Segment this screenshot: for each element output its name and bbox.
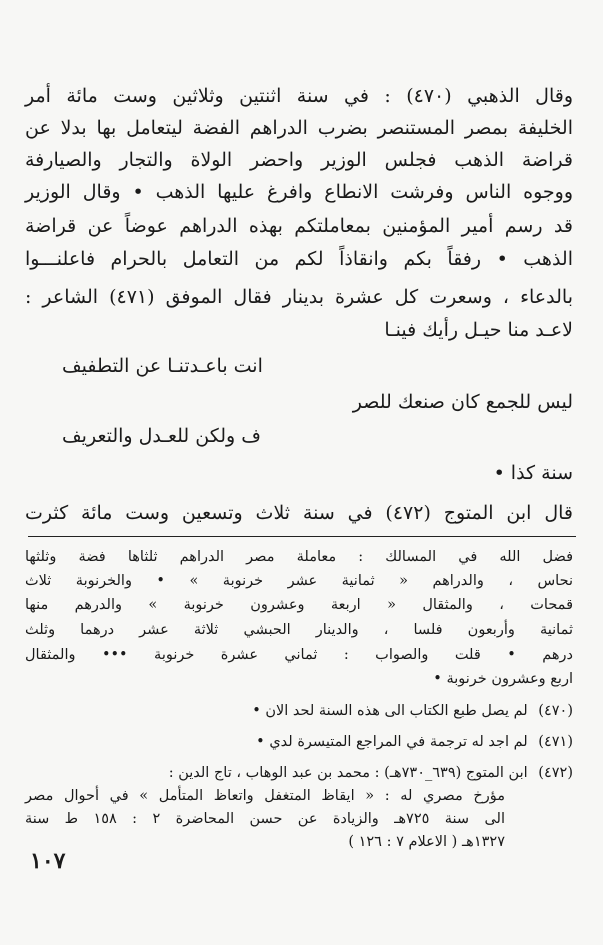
footnote-text-line-5: درهم • قلت والصواب : ثماني عشرة خرنوبة ••• والمثقال bbox=[25, 647, 573, 663]
footnote-text: لم يصل طبع الكتاب الى هذه السنة لحد الان • bbox=[252, 703, 528, 719]
footnote-text: لم اجد له ترجمة في المراجع المتيسرة لدي • bbox=[256, 734, 528, 750]
footnote-472-line-4: ١٣٢٧هـ ( الاعلام ٧ : ١٢٦ ) bbox=[348, 834, 505, 850]
footnote-text-line-6: اربع وعشرون خرنوبة • bbox=[433, 671, 573, 687]
main-text-after-verse: سنة كذا • bbox=[493, 462, 573, 484]
footnote-470 bbox=[252, 700, 573, 722]
footnote-text: ابن المتوج (٦٣٩_٧٣٠هـ) : محمد بن عبد الوهاب ، تاج الدين : bbox=[168, 765, 528, 781]
footnote-separator bbox=[28, 536, 576, 537]
footnote-472 bbox=[169, 762, 573, 784]
footnote-text-line-4: ثمانية وأربعون فلسا ، والدينار الحبشي ثلاثة عشر درهما وثلث bbox=[25, 622, 573, 638]
footnote-number: (٤٧١) bbox=[538, 734, 573, 750]
main-text-line-7: بالدعاء ، وسعرت كل عشرة بدينار فقال الموفق (٤٧١) الشاعر : bbox=[25, 286, 573, 308]
footnote-text-line-1: فضل الله في المسالك : معاملة مصر الدراهم ثلثاها فضة وثلثها bbox=[25, 549, 573, 565]
verse-line-4: ف ولكن للعـدل والتعريف bbox=[62, 425, 261, 447]
footnote-number: (٤٧٢) bbox=[538, 765, 573, 781]
verse-line-1: لاعـد منا حيـل رأيك فينـا bbox=[384, 319, 573, 341]
footnote-number: (٤٧٠) bbox=[538, 703, 573, 719]
footnote-472-line-3: الى سنة ٧٢٥هـ والزيادة عن حسن المحاضرة ٢ : ١٥٨ ط سنة bbox=[25, 811, 505, 827]
main-text-line-1: وقال الذهبي (٤٧٠) : في سنة اثنتين وثلاثين وست مائة أمر bbox=[25, 85, 573, 107]
main-text-line-2: الخليفة بمصر المستنصر بضرب الدراهم الفضة ليتعامل بها بدلا عن bbox=[25, 117, 573, 139]
verse-line-2: انت باعـدتنـا عن التطفيف bbox=[62, 355, 263, 377]
footnote-text-line-2: نحاس ، والدراهم « ثمانية عشر خرنوبة » • والخرنوبة ثلاث bbox=[25, 573, 573, 589]
footnote-text-line-3: قمحات ، والمثقال « اربعة وعشرون خرنوبة » والدرهم منها bbox=[25, 597, 573, 613]
main-text-line-6: الذهب • رفقاً بكم وانقاذاً لكم من التعامل بالحرام فاعلنـــوا bbox=[25, 248, 573, 270]
footnote-471 bbox=[256, 731, 573, 753]
main-text-line-3: قراضة الذهب فجلس الوزير واحضر الولاة والتجار والصيارفة bbox=[25, 149, 573, 171]
page-number: ١٠٧ bbox=[30, 848, 66, 874]
main-text-line-4: ووجوه الناس وفرشت الانطاع وافرغ عليها الذهب • وقال الوزير bbox=[25, 181, 573, 203]
main-text-line-5: قد رسم أمير المؤمنين بمعاملتكم بهذه الدراهم عوضاً عن قراضة bbox=[25, 215, 573, 237]
footnote-472-line-2: مؤرخ مصري له : « ايقاظ المتغفل واتعاظ المتأمل » في أحوال مصر bbox=[25, 788, 505, 804]
verse-line-3: ليس للجمع كان صنعك للصر bbox=[352, 391, 573, 413]
main-text-line-8: قال ابن المتوج (٤٧٢) في سنة ثلاث وتسعين وست مائة كثرت bbox=[25, 502, 573, 524]
